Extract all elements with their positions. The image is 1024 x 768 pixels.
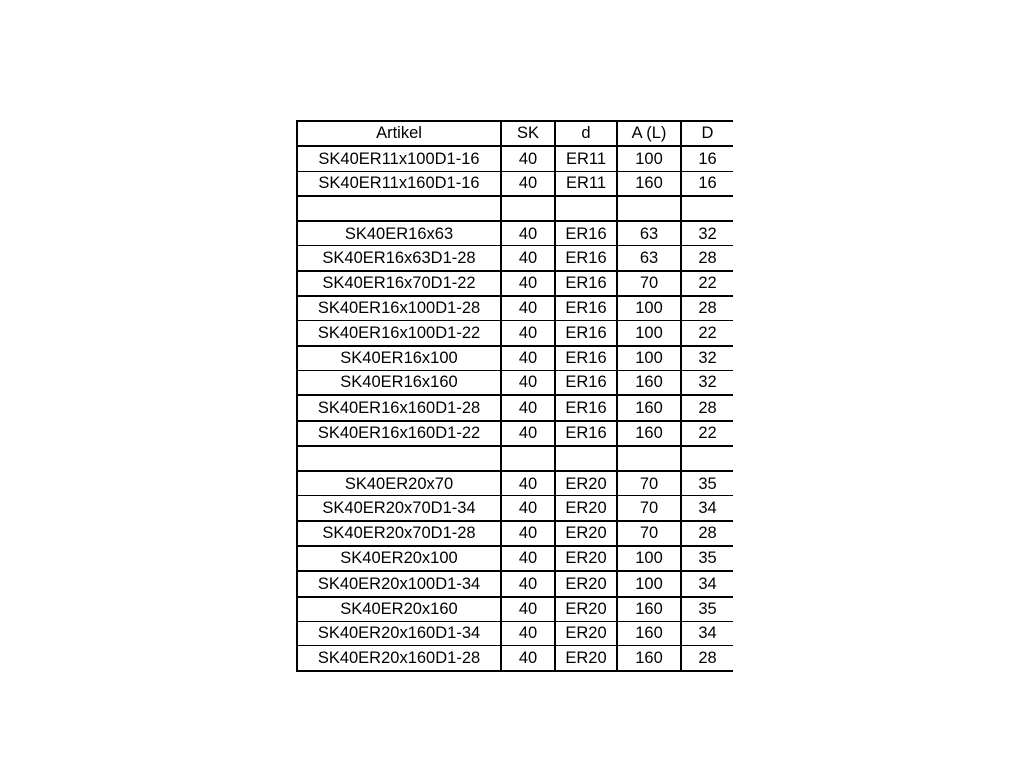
cell-d: ER20 <box>555 496 617 521</box>
cell-diameter: 16 <box>681 146 733 171</box>
cell-diameter: 32 <box>681 221 733 246</box>
header-diameter: D <box>681 121 733 146</box>
cell-diameter: 34 <box>681 621 733 645</box>
table-header <box>297 121 733 146</box>
table-row <box>297 546 733 571</box>
table-row <box>297 571 733 596</box>
cell-diameter: 35 <box>681 471 733 496</box>
table-row <box>297 421 733 446</box>
cell-d <box>555 196 617 221</box>
cell-sk: 40 <box>501 146 555 171</box>
cell-diameter: 22 <box>681 321 733 346</box>
cell-diameter: 32 <box>681 346 733 371</box>
cell-sk: 40 <box>501 370 555 395</box>
cell-artikel: SK40ER16x70D1-22 <box>297 271 501 296</box>
table-row-spacer <box>297 446 733 471</box>
cell-sk: 40 <box>501 571 555 596</box>
cell-sk <box>501 446 555 471</box>
cell-a-length: 160 <box>617 171 681 196</box>
cell-d: ER16 <box>555 296 617 321</box>
cell-diameter: 28 <box>681 521 733 546</box>
cell-artikel: SK40ER20x160D1-34 <box>297 621 501 645</box>
cell-sk: 40 <box>501 621 555 645</box>
cell-d: ER16 <box>555 421 617 446</box>
cell-diameter <box>681 196 733 221</box>
cell-artikel: SK40ER20x100D1-34 <box>297 571 501 596</box>
cell-d <box>555 446 617 471</box>
cell-a-length: 100 <box>617 571 681 596</box>
cell-d: ER20 <box>555 471 617 496</box>
cell-artikel: SK40ER16x160 <box>297 370 501 395</box>
cell-artikel <box>297 196 501 221</box>
table-row <box>297 597 733 622</box>
cell-a-length: 160 <box>617 395 681 420</box>
cell-a-length: 100 <box>617 321 681 346</box>
header-a-length: A (L) <box>617 121 681 146</box>
cell-sk: 40 <box>501 471 555 496</box>
cell-d: ER20 <box>555 571 617 596</box>
cell-a-length: 70 <box>617 471 681 496</box>
cell-sk: 40 <box>501 221 555 246</box>
header-artikel: Artikel <box>297 121 501 146</box>
cell-d: ER16 <box>555 271 617 296</box>
cell-d: ER16 <box>555 370 617 395</box>
cell-diameter: 22 <box>681 271 733 296</box>
cell-artikel: SK40ER16x100 <box>297 346 501 371</box>
cell-diameter: 28 <box>681 246 733 271</box>
cell-d: ER20 <box>555 521 617 546</box>
cell-sk: 40 <box>501 346 555 371</box>
table-row <box>297 221 733 246</box>
cell-d: ER16 <box>555 395 617 420</box>
cell-d: ER11 <box>555 146 617 171</box>
cell-diameter: 16 <box>681 171 733 196</box>
table-row <box>297 296 733 321</box>
cell-artikel: SK40ER16x63D1-28 <box>297 246 501 271</box>
cell-a-length: 160 <box>617 646 681 671</box>
cell-a-length: 100 <box>617 346 681 371</box>
cell-diameter: 34 <box>681 571 733 596</box>
spec-table-container <box>296 120 732 672</box>
cell-artikel: SK40ER20x70D1-34 <box>297 496 501 521</box>
table-row <box>297 321 733 346</box>
cell-artikel: SK40ER16x63 <box>297 221 501 246</box>
header-d: d <box>555 121 617 146</box>
cell-artikel: SK40ER20x70D1-28 <box>297 521 501 546</box>
cell-diameter: 28 <box>681 296 733 321</box>
cell-artikel: SK40ER20x70 <box>297 471 501 496</box>
cell-artikel: SK40ER16x100D1-22 <box>297 321 501 346</box>
table-row <box>297 496 733 521</box>
cell-d: ER20 <box>555 546 617 571</box>
cell-d: ER16 <box>555 221 617 246</box>
cell-artikel: SK40ER16x100D1-28 <box>297 296 501 321</box>
cell-d: ER11 <box>555 171 617 196</box>
cell-diameter <box>681 446 733 471</box>
cell-artikel: SK40ER20x160D1-28 <box>297 646 501 671</box>
cell-diameter: 28 <box>681 646 733 671</box>
cell-a-length: 100 <box>617 546 681 571</box>
cell-sk: 40 <box>501 646 555 671</box>
cell-a-length: 70 <box>617 496 681 521</box>
cell-a-length: 160 <box>617 597 681 622</box>
table-row-spacer <box>297 196 733 221</box>
cell-diameter: 32 <box>681 370 733 395</box>
table-body <box>297 146 733 670</box>
table-row <box>297 646 733 671</box>
cell-sk: 40 <box>501 546 555 571</box>
cell-diameter: 28 <box>681 395 733 420</box>
cell-a-length: 70 <box>617 271 681 296</box>
cell-sk: 40 <box>501 246 555 271</box>
header-sk: SK <box>501 121 555 146</box>
cell-sk: 40 <box>501 171 555 196</box>
table-row <box>297 370 733 395</box>
cell-a-length: 160 <box>617 621 681 645</box>
cell-sk: 40 <box>501 395 555 420</box>
cell-artikel: SK40ER20x100 <box>297 546 501 571</box>
cell-sk: 40 <box>501 521 555 546</box>
cell-artikel: SK40ER20x160 <box>297 597 501 622</box>
cell-artikel <box>297 446 501 471</box>
table-row <box>297 271 733 296</box>
cell-artikel: SK40ER11x100D1-16 <box>297 146 501 171</box>
table-row <box>297 521 733 546</box>
table-row <box>297 246 733 271</box>
table-row <box>297 146 733 171</box>
cell-sk <box>501 196 555 221</box>
cell-d: ER20 <box>555 621 617 645</box>
header-row <box>297 121 733 146</box>
cell-a-length <box>617 446 681 471</box>
cell-sk: 40 <box>501 271 555 296</box>
cell-diameter: 34 <box>681 496 733 521</box>
table-row <box>297 171 733 196</box>
cell-a-length: 160 <box>617 370 681 395</box>
cell-sk: 40 <box>501 421 555 446</box>
cell-artikel: SK40ER16x160D1-22 <box>297 421 501 446</box>
cell-sk: 40 <box>501 296 555 321</box>
table-row <box>297 621 733 645</box>
cell-a-length <box>617 196 681 221</box>
cell-d: ER16 <box>555 246 617 271</box>
table-row <box>297 471 733 496</box>
cell-artikel: SK40ER16x160D1-28 <box>297 395 501 420</box>
cell-a-length: 100 <box>617 296 681 321</box>
cell-a-length: 63 <box>617 221 681 246</box>
cell-a-length: 70 <box>617 521 681 546</box>
cell-sk: 40 <box>501 496 555 521</box>
cell-d: ER16 <box>555 321 617 346</box>
cell-a-length: 160 <box>617 421 681 446</box>
cell-sk: 40 <box>501 597 555 622</box>
cell-a-length: 63 <box>617 246 681 271</box>
cell-diameter: 22 <box>681 421 733 446</box>
cell-sk: 40 <box>501 321 555 346</box>
cell-d: ER20 <box>555 646 617 671</box>
cell-artikel: SK40ER11x160D1-16 <box>297 171 501 196</box>
spec-table <box>296 120 733 672</box>
table-row <box>297 346 733 371</box>
cell-d: ER20 <box>555 597 617 622</box>
cell-a-length: 100 <box>617 146 681 171</box>
cell-diameter: 35 <box>681 546 733 571</box>
cell-diameter: 35 <box>681 597 733 622</box>
cell-d: ER16 <box>555 346 617 371</box>
table-row <box>297 395 733 420</box>
